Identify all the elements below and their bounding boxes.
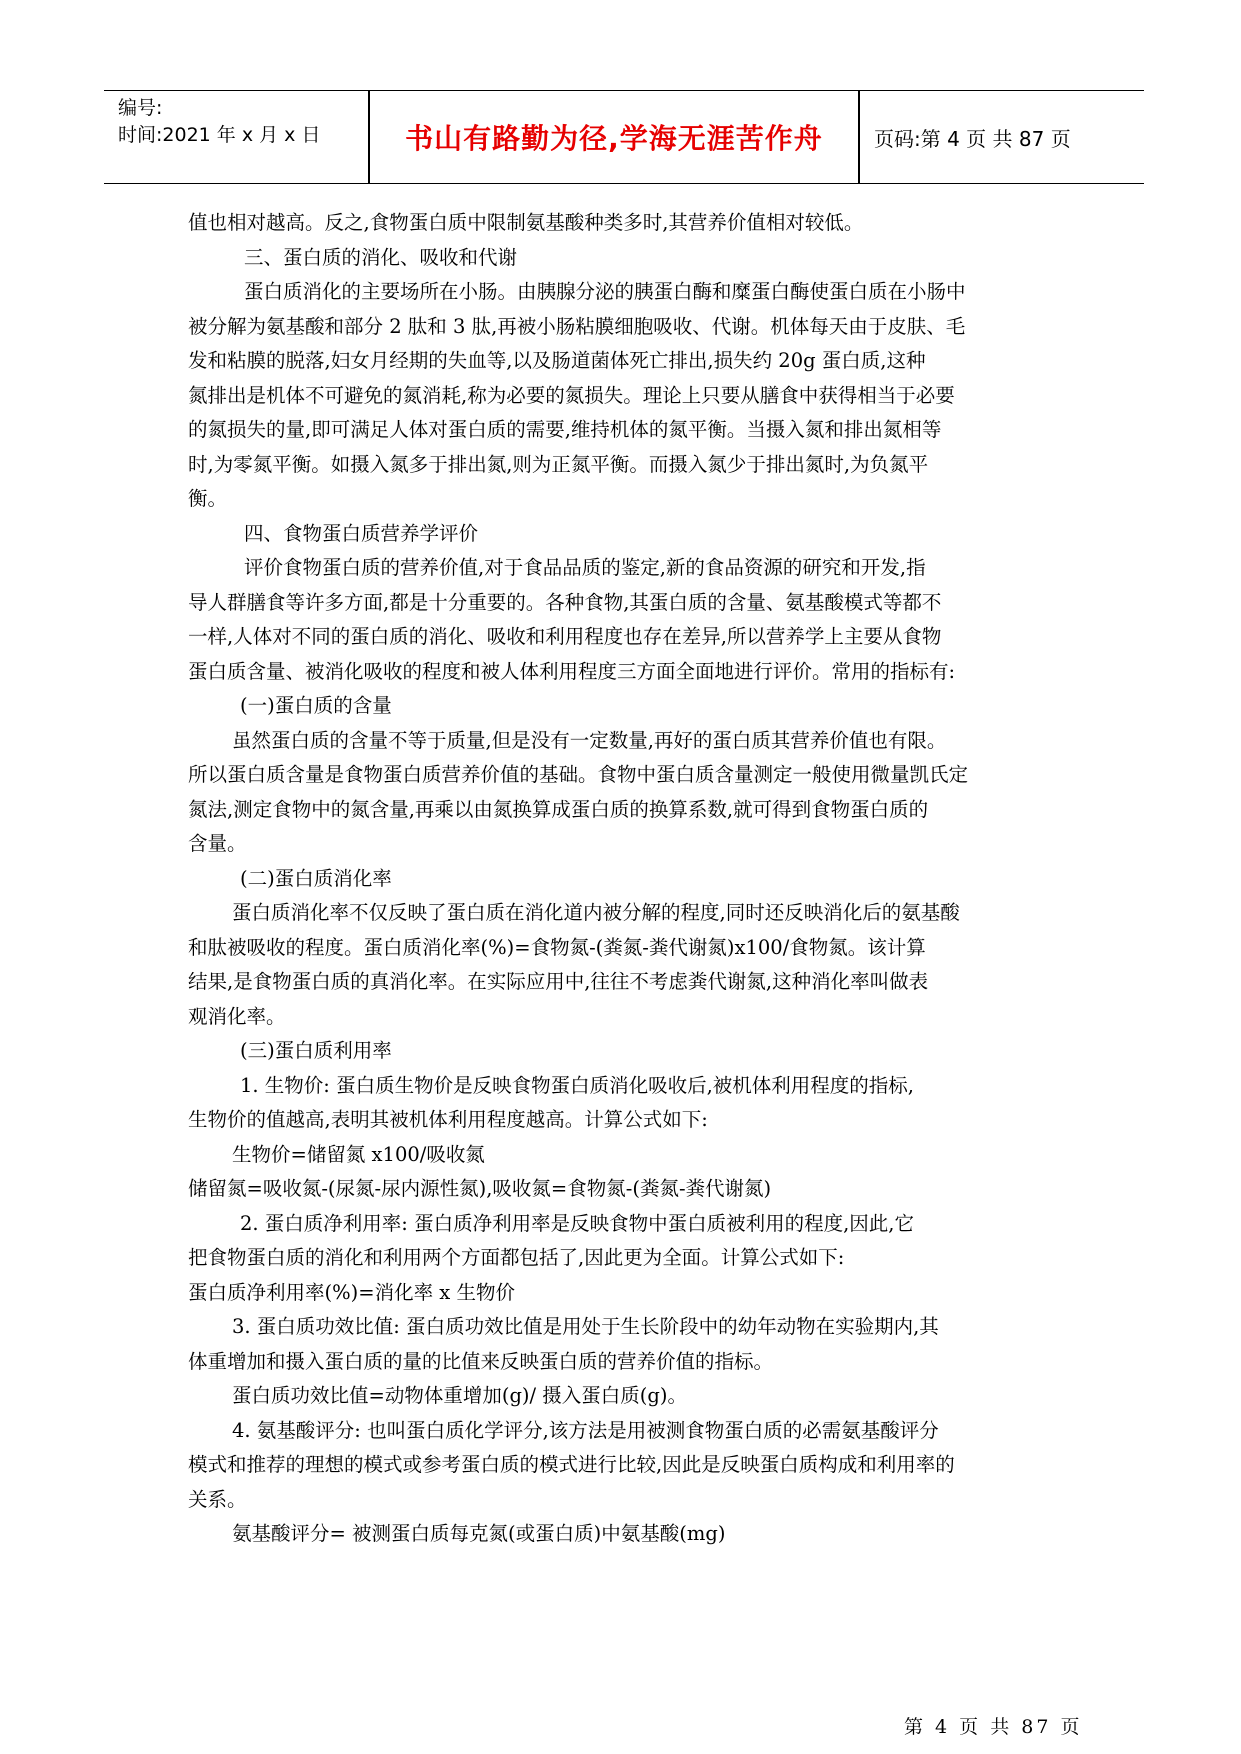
- paragraph-line: 2. 蛋白质净利用率: 蛋白质净利用率是反映食物中蛋白质被利用的程度,因此,它: [240, 1211, 914, 1235]
- formula-line: 生物价=储留氮 x100/吸收氮: [232, 1142, 485, 1166]
- header-page-info: 页码:第 4 页 共 87 页: [874, 127, 1071, 151]
- section-heading: 四、食物蛋白质营养学评价: [244, 521, 479, 545]
- paragraph-line: 蛋白质消化率不仅反映了蛋白质在消化道内被分解的程度,同时还反映消化后的氨基酸: [232, 901, 960, 924]
- paragraph-line: 导人群膳食等许多方面,都是十分重要的。各种食物,其蛋白质的含量、氨基酸模式等都不: [188, 590, 942, 614]
- formula-line: 储留氮=吸收氮-(尿氮-尿内源性氮),吸收氮=食物氮-(粪氮-粪代谢氮): [188, 1177, 772, 1200]
- paragraph-line: 生物价的值越高,表明其被机体利用程度越高。计算公式如下:: [188, 1108, 708, 1131]
- header-motto: 书山有路勤为径,学海无涯苦作舟: [405, 122, 823, 155]
- paragraph-line: 虽然蛋白质的含量不等于质量,但是没有一定数量,再好的蛋白质其营养价值也有限。: [232, 728, 947, 752]
- formula-line: 蛋白质功效比值=动物体重增加(g)/ 摄入蛋白质(g)。: [232, 1384, 688, 1407]
- paragraph-line: 时,为零氮平衡。如摄入氮多于排出氮,则为正氮平衡。而摄入氮少于排出氮时,为负氮平: [188, 452, 929, 476]
- subsection-heading: (二)蛋白质消化率: [240, 866, 392, 890]
- paragraph-line: 发和粘膜的脱落,妇女月经期的失血等,以及肠道菌体死亡排出,损失约 20g 蛋白质,这种: [188, 349, 926, 372]
- paragraph-line: 观消化率。: [188, 1004, 286, 1028]
- section-heading: 三、蛋白质的消化、吸收和代谢: [244, 245, 518, 269]
- paragraph-line: 含量。: [188, 832, 247, 855]
- formula-line: 氨基酸评分= 被测蛋白质每克氮(或蛋白质)中氨基酸(mg): [232, 1522, 726, 1545]
- paragraph-line: 体重增加和摄入蛋白质的量的比值来反映蛋白质的营养价值的指标。: [188, 1349, 774, 1373]
- paragraph-line: 值也相对越高。反之,食物蛋白质中限制氨基酸种类多时,其营养价值相对较低。: [188, 211, 864, 234]
- paragraph-line: 蛋白质含量、被消化吸收的程度和被人体利用程度三方面全面地进行评价。常用的指标有:: [188, 659, 956, 683]
- page-footer: 第 4 页 共 87 页: [904, 1716, 1083, 1738]
- header-meta: [118, 95, 368, 149]
- document-time-label: 时间:2021 年 x 月 x 日: [118, 124, 321, 146]
- paragraph-line: 一样,人体对不同的蛋白质的消化、吸收和利用程度也存在差异,所以营养学上主要从食物: [188, 625, 942, 648]
- paragraph-line: 和肽被吸收的程度。蛋白质消化率(%)=食物氮-(粪氮-粪代谢氮)x100/食物氮。该计算: [188, 935, 926, 959]
- paragraph-line: 3. 蛋白质功效比值: 蛋白质功效比值是用处于生长阶段中的幼年动物在实验期内,其: [232, 1315, 939, 1338]
- paragraph-line: 的氮损失的量,即可满足人体对蛋白质的需要,维持机体的氮平衡。当摄入氮和排出氮相等: [188, 418, 942, 441]
- page-header: [104, 90, 1144, 184]
- paragraph-line: 衡。: [188, 487, 228, 510]
- paragraph-line: 评价食物蛋白质的营养价值,对于食品品质的鉴定,新的食品资源的研究和开发,指: [244, 556, 926, 579]
- paragraph-line: 关系。: [188, 1487, 247, 1511]
- subsection-heading: (一)蛋白质的含量: [240, 694, 392, 717]
- paragraph-line: 模式和推荐的理想的模式或参考蛋白质的模式进行比较,因此是反映蛋白质构成和利用率的: [188, 1453, 955, 1476]
- paragraph-line: 被分解为氨基酸和部分 2 肽和 3 肽,再被小肠粘膜细胞吸收、代谢。机体每天由于皮肤、毛: [188, 314, 966, 338]
- paragraph-line: 4. 氨基酸评分: 也叫蛋白质化学评分,该方法是用被测食物蛋白质的必需氨基酸评分: [232, 1418, 939, 1442]
- document-number-label: 编号:: [118, 97, 163, 119]
- formula-line: 蛋白质净利用率(%)=消化率 x 生物价: [188, 1280, 515, 1304]
- paragraph-line: 氮法,测定食物中的氮含量,再乘以由氮换算成蛋白质的换算系数,就可得到食物蛋白质的: [188, 797, 929, 821]
- paragraph-line: 所以蛋白质含量是食物蛋白质营养价值的基础。食物中蛋白质含量测定一般使用微量凯氏定: [188, 763, 969, 786]
- document-body: [188, 206, 1068, 1552]
- paragraph-line: 蛋白质消化的主要场所在小肠。由胰腺分泌的胰蛋白酶和糜蛋白酶使蛋白质在小肠中: [244, 280, 966, 303]
- paragraph-line: 1. 生物价: 蛋白质生物价是反映食物蛋白质消化吸收后,被机体利用程度的指标,: [240, 1073, 914, 1097]
- subsection-heading: (三)蛋白质利用率: [240, 1039, 392, 1062]
- paragraph-line: 把食物蛋白质的消化和利用两个方面都包括了,因此更为全面。计算公式如下:: [188, 1246, 845, 1269]
- paragraph-line: 氮排出是机体不可避免的氮消耗,称为必要的氮损失。理论上只要从膳食中获得相当于必要: [188, 383, 955, 407]
- header-divider: [858, 91, 860, 183]
- paragraph-line: 结果,是食物蛋白质的真消化率。在实际应用中,往往不考虑粪代谢氮,这种消化率叫做表: [188, 970, 929, 993]
